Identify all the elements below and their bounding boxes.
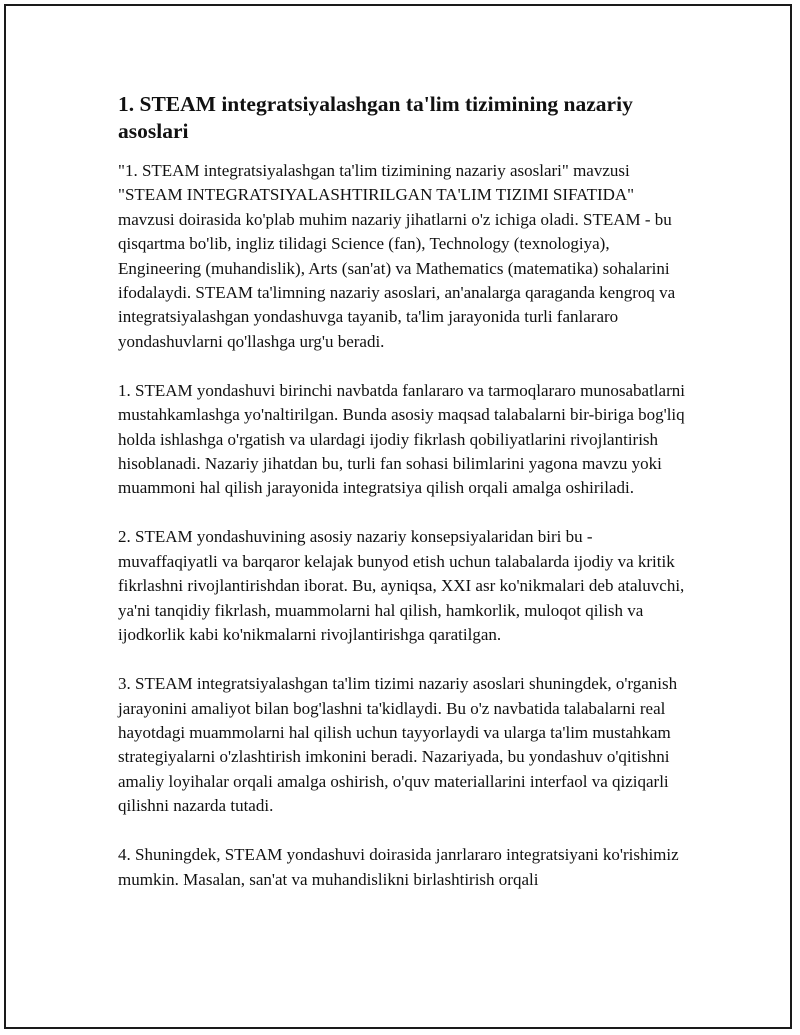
paragraph-point-3: 3. STEAM integratsiyalashgan ta'lim tizimi nazariy asoslari shuningdek, o'rganish jarayonini amaliyot bilan bog'lashni ta'kidlaydi. Bu o'z navbatida talabalarni real hayotdagi muammolarni hal qilish uchun tayyorlaydi va ularga ta'lim mustahkam strategiyalarni o'zlashtirish imkonini beradi. Nazariyada, bu yondashuv o'qitishni amaliy loyihalar orqali amalga oshirish, o'quv materiallarini interfaol va qiziqarli qilishni nazarda tutadi. xyxy=(118,674,678,816)
intro-paragraph: "1. STEAM integratsiyalashgan ta'lim tizimining nazariy asoslari" mavzusi "STEAM INTEGRATSIYALASHTIRILGAN TA'LIM TIZIMI SIFATIDA" mavzusi doirasida ko'plab muhim nazariy jihatlarni o'z ichiga oladi. STEAM - bu qisqartma bo'lib, ingliz tilidagi Science (fan), Technology (texnologiya), Engineering (muhandislik), Arts (san'at) va Mathematics (matematika) sohalarini ifodalaydi. STEAM ta'limning nazariy asoslari, an'analarga qaraganda kengroq va integratsiyalashgan yondashuvga tayanib, ta'lim jarayonida turli fanlararo yondashuvlarni qo'llashga urg'u beradi. xyxy=(118,161,676,351)
paragraph-point-1: 1. STEAM yondashuvi birinchi navbatda fanlararo va tarmoqlararo munosabatlarni mustahkamlashga yo'naltirilgan. Bunda asosiy maqsad talabalarni bir-biriga bog'liq holda ishlashga o'rgatish va ulardagi ijodiy fikrlash qobiliyatlarini rivojlantirish hisoblanadi. Nazariy jihatdan bu, turli fan sohasi bilimlarini yagona mavzu yoki muammoni hal qilish jarayonida integratsiya qilish orqali amalga oshiriladi. xyxy=(118,380,685,498)
paragraph-point-2: 2. STEAM yondashuvining asosiy nazariy konsepsiyalaridan biri bu - muvaffaqiyatli va barqaror kelajak bunyod etish uchun talabalarda ijodiy va kritik fikrlashni rivojlantirishdan iborat. Bu, ayniqsa, XXI asr ko'nikmalari deb ataluvchi, ya'ni tanqidiy fikrlash, muammolarni hal qilish, hamkorlik, muloqot qilish va ijodkorlik kabi ko'nikmalarni rivojlantirishga qaratilgan. xyxy=(118,527,685,645)
document-title: 1. STEAM integratsiyalashgan ta'lim tizimining nazariy asoslari xyxy=(118,92,633,143)
document-body xyxy=(118,91,690,917)
paragraph-point-4: 4. Shuningdek, STEAM yondashuvi doirasida janrlararo integratsiyani ko'rishimiz mumkin. Masalan, san'at va muhandislikni birlashtirish orqali xyxy=(118,845,679,889)
